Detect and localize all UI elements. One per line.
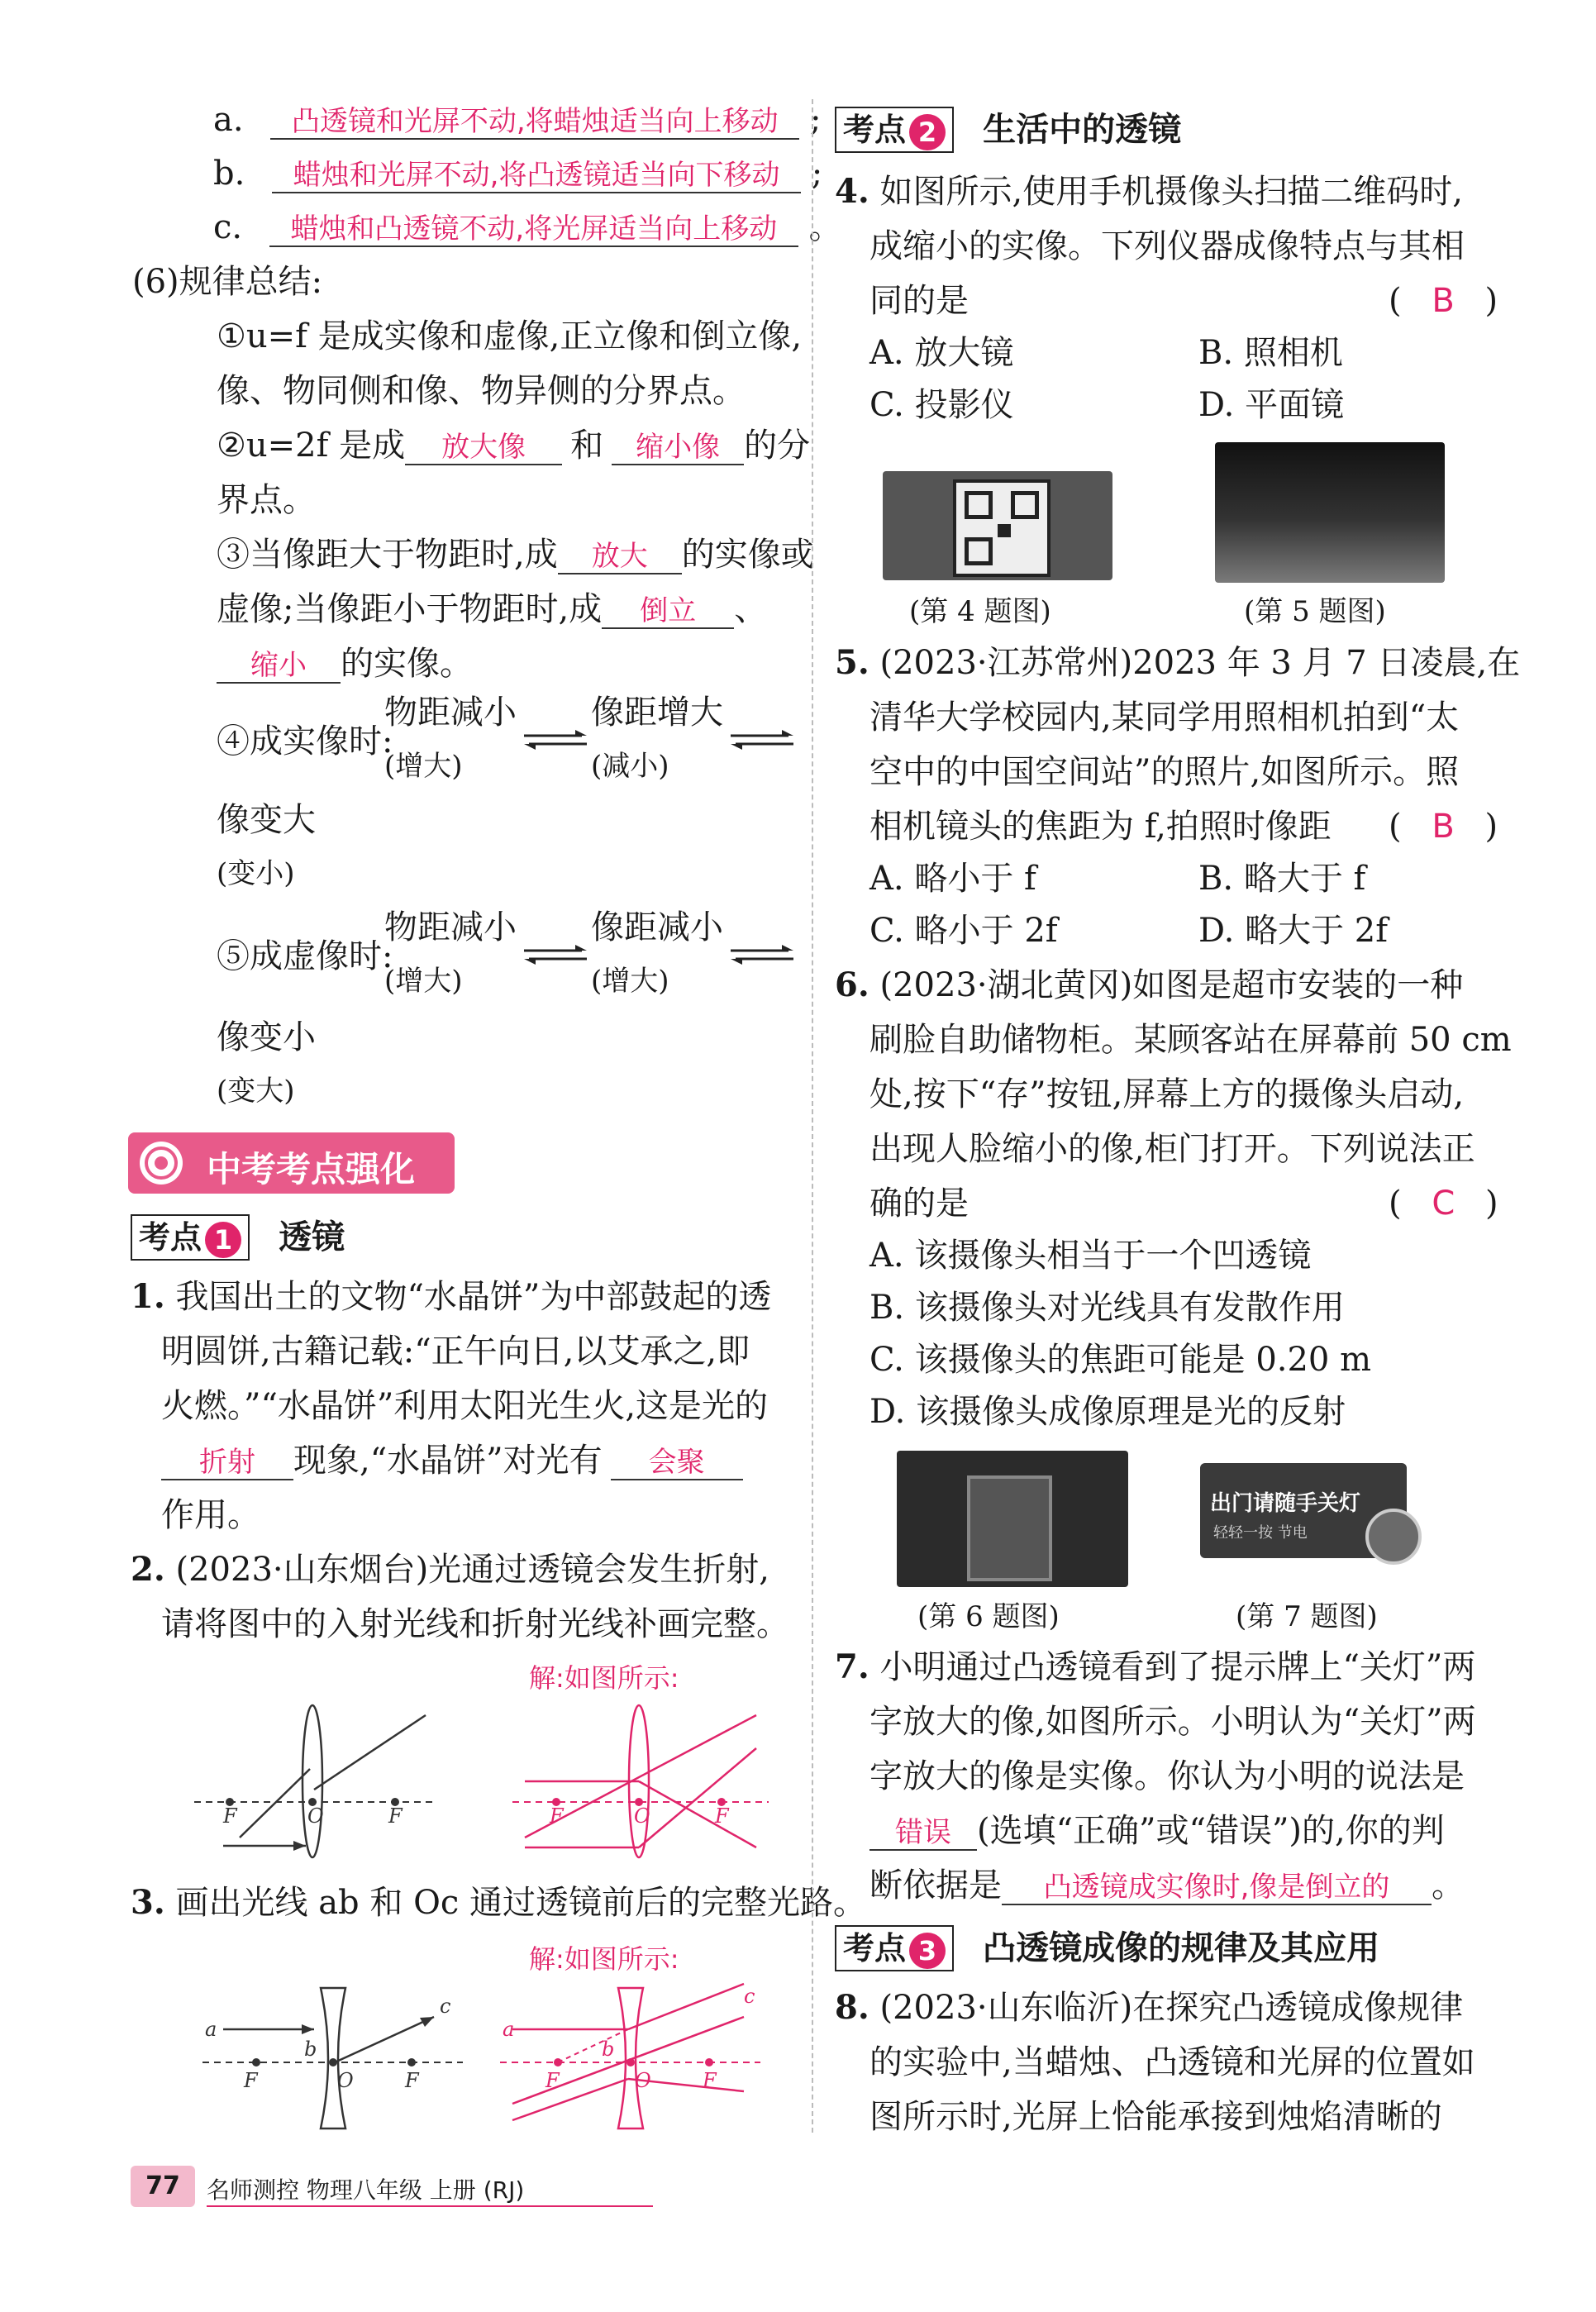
q4-line3: 同的是	[869, 282, 969, 320]
equilibrium-arrow-icon	[729, 942, 795, 967]
footer	[131, 2166, 660, 2207]
option-a: a. 凸透镜和光屏不动,将蜡烛适当向上移动 ;	[213, 101, 822, 139]
q6-option-c: C. 该摄像头的焦距可能是 0.20 m	[869, 1341, 1372, 1379]
svg-text:F: F	[715, 1804, 729, 1828]
q4-option-b: B. 照相机	[1198, 334, 1343, 372]
locker-screen	[967, 1475, 1052, 1581]
q4-answer: ( B )	[1389, 282, 1498, 320]
svg-text:O: O	[634, 1804, 650, 1828]
section-2-header: 考点 2 生活中的透镜	[835, 103, 1181, 153]
section-tag: 考点 3	[835, 1925, 954, 1971]
answer-r2-1: 放大像	[405, 431, 562, 465]
equilibrium-arrow-icon	[729, 727, 795, 752]
footer-rule	[207, 2205, 653, 2207]
q4-option-d: D. 平面镜	[1198, 386, 1345, 424]
answer-b: 蜡烛和光屏不动,将凸透镜适当向下移动	[272, 159, 801, 193]
q8-line2: 的实验中,当蜡烛、凸透镜和光屏的位置如	[869, 2043, 1475, 2081]
svg-text:b: b	[304, 2038, 317, 2061]
q5-line1: 5. (2023·江苏常州)2023 年 3 月 7 日凌晨,在	[835, 643, 1521, 682]
rule-5-b: 像距减小	[591, 908, 723, 946]
rule-3-line2: 虚像;当像距小于物距时,成 倒立 、	[217, 590, 768, 628]
target-icon	[136, 1138, 186, 1188]
q7-line5: 断依据是 凸透镜成实像时,像是倒立的 。	[869, 1866, 1465, 1904]
page-number: 77	[131, 2166, 195, 2207]
q7-line2: 字放大的像,如图所示。小明认为“关灯”两	[869, 1703, 1476, 1741]
sign-text: 出门请随手关灯	[1210, 1491, 1361, 1516]
rule-2-line2: 界点。	[217, 481, 316, 519]
q6-line4: 出现人脸缩小的像,柜门打开。下列说法正	[869, 1130, 1475, 1168]
q5-line4: 相机镜头的焦距为 f,拍照时像距	[869, 808, 1332, 846]
svg-text:O: O	[307, 1804, 324, 1828]
rule-4-a2: (增大)	[384, 750, 463, 783]
answer-a: 凸透镜和光屏不动,将蜡烛适当向上移动	[270, 105, 799, 140]
answer-r3-1: 放大	[558, 540, 682, 574]
answer-r3-2: 倒立	[602, 594, 734, 629]
caption-q7: (第 7 题图)	[1236, 1600, 1378, 1633]
q7-line1: 7. 小明通过凸透镜看到了提示牌上“关灯”两	[835, 1647, 1476, 1686]
svg-text:c: c	[744, 1985, 755, 2008]
svg-text:F: F	[545, 2069, 560, 2092]
q1-line1: 1. 我国出土的文物“水晶饼”为中部鼓起的透	[131, 1277, 772, 1316]
q3-concave-lens-diagram	[198, 1980, 471, 2137]
rule-1-line2: 像、物同侧和像、物异侧的分界点。	[217, 372, 746, 410]
equilibrium-arrow-icon	[522, 942, 588, 967]
q6-locker-image	[897, 1451, 1128, 1587]
q6-option-d: D. 该摄像头成像原理是光的反射	[869, 1393, 1346, 1431]
answer-r2-2: 缩小像	[612, 431, 744, 465]
caption-q6: (第 6 题图)	[917, 1600, 1060, 1633]
qr-code-icon	[953, 479, 1051, 577]
rule-4-a: 物距减小	[384, 694, 517, 732]
q5-option-c: C. 略小于 2f	[869, 912, 1058, 950]
svg-text:c: c	[440, 1995, 451, 2018]
rule-1-line1: ①u=f 是成实像和虚像,正立像和倒立像,	[217, 317, 803, 355]
q5-option-a: A. 略小于 f	[869, 860, 1036, 898]
caption-q4: (第 4 题图)	[909, 595, 1051, 628]
svg-text:b: b	[602, 2038, 615, 2061]
section-banner: 中考考点强化	[128, 1132, 455, 1194]
caption-q5: (第 5 题图)	[1244, 595, 1386, 628]
svg-text:F: F	[703, 2069, 717, 2092]
q2-line2: 请将图中的入射光线和折射光线补画完整。	[161, 1605, 789, 1643]
footer-text: 名师测控 物理八年级 上册 (RJ)	[207, 2176, 525, 2204]
section-tag: 考点 2	[835, 107, 954, 153]
q2-line1: 2. (2023·山东烟台)光通过透镜会发生折射,	[131, 1550, 769, 1589]
answer-q1-1: 折射	[161, 1446, 293, 1480]
q4-line1: 4. 如图所示,使用手机摄像头扫描二维码时,	[835, 172, 1463, 211]
q5-space-station-image	[1215, 442, 1445, 583]
rule-title: (6)规律总结:	[132, 263, 323, 301]
svg-text:F: F	[388, 1804, 403, 1828]
rule-4-b2: (减小)	[591, 750, 669, 783]
rule-5-c: 像变小	[217, 1018, 316, 1056]
rule-4-label: ④成实像时:	[217, 722, 393, 760]
q1-line2: 明圆饼,古籍记载:“正午向日,以艾承之,即	[161, 1332, 750, 1371]
svg-text:a: a	[205, 2018, 217, 2041]
answer-r3-3: 缩小	[217, 649, 341, 684]
option-b: b. 蜡烛和光屏不动,将凸透镜适当向下移动 ;	[213, 155, 823, 193]
svg-text:F: F	[550, 1804, 564, 1828]
rule-2-line1: ②u=2f 是成 放大像 和 缩小像 的分	[217, 427, 811, 465]
svg-text:O: O	[337, 2069, 354, 2092]
rule-5-b2: (增大)	[591, 965, 669, 998]
q6-line5: 确的是	[869, 1185, 969, 1223]
q2-solution-label: 解:如图所示:	[529, 1662, 679, 1694]
svg-text:F: F	[405, 2069, 419, 2092]
q7-line4: 错误 (选填“正确”或“错误”)的,你的判	[869, 1809, 1445, 1853]
equilibrium-arrow-icon	[522, 727, 588, 752]
svg-text:a: a	[503, 2018, 515, 2041]
q8-line1: 8. (2023·山东临沂)在探究凸透镜成像规律	[835, 1988, 1464, 2027]
q3-line1: 3. 画出光线 ab 和 Oc 通过透镜前后的完整光路。	[131, 1883, 866, 1922]
q4-line2: 成缩小的实像。下列仪器成像特点与其相	[869, 227, 1465, 265]
q5-line2: 清华大学校园内,某同学用照相机拍到“太	[869, 698, 1460, 737]
q7-line3: 字放大的像是实像。你认为小明的说法是	[869, 1757, 1465, 1795]
magnifier-icon	[1365, 1509, 1422, 1565]
q6-answer: ( C )	[1389, 1185, 1498, 1223]
answer-q7-2: 凸透镜成实像时,像是倒立的	[1002, 1871, 1432, 1905]
option-c: c. 蜡烛和凸透镜不动,将光屏适当向上移动 。	[213, 208, 842, 246]
q7-sign-image	[1200, 1463, 1432, 1587]
q1-line3: 火燃。”“水晶饼”利用太阳光生火,这是光的	[161, 1387, 769, 1425]
section-tag: 考点 1	[131, 1214, 250, 1261]
rule-5-label: ⑤成虚像时:	[217, 937, 393, 975]
answer-q7-1: 错误	[869, 1816, 977, 1851]
column-divider	[812, 99, 813, 2133]
svg-text:F: F	[223, 1804, 237, 1828]
q5-answer: ( B )	[1389, 808, 1498, 846]
rule-4-c2: (变小)	[217, 857, 295, 890]
q6-option-a: A. 该摄像头相当于一个凹透镜	[869, 1237, 1312, 1275]
rule-5-a2: (增大)	[384, 965, 463, 998]
answer-q1-2: 会聚	[611, 1446, 743, 1480]
rule-4-b: 像距增大	[591, 694, 723, 732]
q3-solution-label: 解:如图所示:	[529, 1943, 679, 1975]
q2-solution-diagram	[508, 1699, 773, 1864]
q2-lens-diagram	[190, 1699, 438, 1864]
q4-phone-qr-image	[883, 471, 1112, 580]
q1-line5: 作用。	[161, 1496, 260, 1534]
q6-line1: 6. (2023·湖北黄冈)如图是超市安装的一种	[835, 965, 1464, 1004]
svg-text:F: F	[244, 2069, 258, 2092]
svg-text:O: O	[635, 2069, 651, 2092]
q6-line2: 刷脸自助储物柜。某顾客站在屏幕前 50 cm	[869, 1021, 1512, 1059]
q5-option-b: B. 略大于 f	[1198, 860, 1366, 898]
q1-line4: 折射 现象,“水晶饼”对光有 会聚	[161, 1438, 743, 1483]
q5-line3: 空中的中国空间站”的照片,如图所示。照	[869, 753, 1460, 791]
rule-5-a: 物距减小	[384, 908, 517, 946]
answer-c: 蜡烛和凸透镜不动,将光屏适当向上移动	[269, 212, 798, 247]
q6-line3: 处,按下“存”按钮,屏幕上方的摄像头启动,	[869, 1075, 1465, 1113]
q3-solution-diagram	[496, 1980, 769, 2137]
rule-3-line1: ③当像距大于物距时,成 放大 的实像或	[217, 536, 814, 574]
q6-option-b: B. 该摄像头对光线具有发散作用	[869, 1289, 1345, 1327]
rule-5-c2: (变大)	[217, 1075, 295, 1108]
sign-subtext: 轻轻一按 节电	[1213, 1524, 1308, 1542]
q4-option-a: A. 放大镜	[869, 334, 1014, 372]
q4-option-c: C. 投影仪	[869, 386, 1014, 424]
rule-3-line3: 缩小 的实像。	[217, 641, 473, 686]
rule-4-c: 像变大	[217, 801, 316, 839]
q5-option-d: D. 略大于 2f	[1198, 912, 1389, 950]
section-1-header: 考点 1 透镜	[131, 1211, 345, 1261]
section-3-header: 考点 3 凸透镜成像的规律及其应用	[835, 1922, 1379, 1971]
q8-line3: 图所示时,光屏上恰能承接到烛焰清晰的	[869, 2098, 1442, 2136]
